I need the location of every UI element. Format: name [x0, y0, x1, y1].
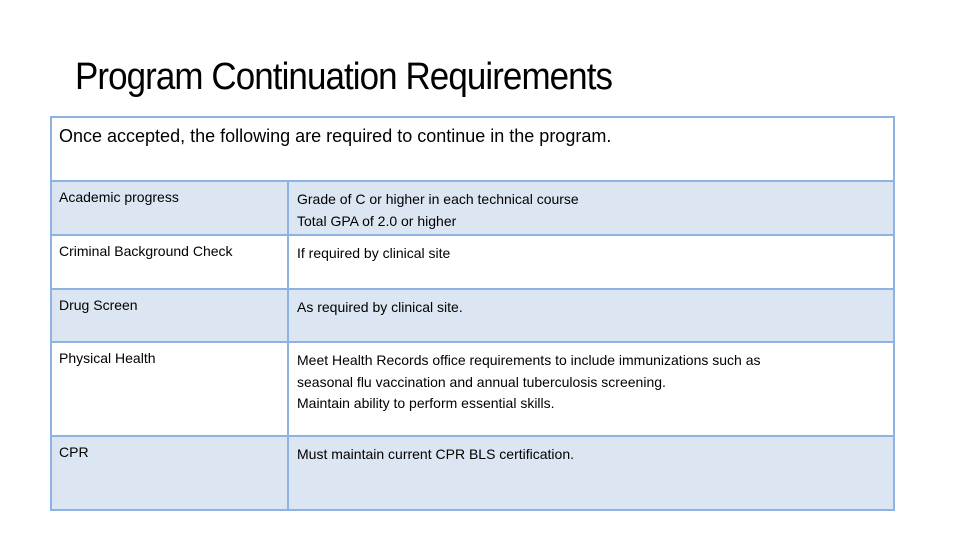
table-cell-label	[52, 343, 289, 435]
row-label: Physical Health	[59, 350, 156, 366]
row-value-line: As required by clinical site.	[297, 299, 463, 315]
requirements-table	[50, 116, 895, 511]
row-label: Drug Screen	[59, 297, 138, 313]
table-row-criminal-background-check	[52, 236, 893, 290]
table-row-academic-progress	[52, 182, 893, 236]
table-cell-label	[52, 290, 289, 341]
row-label: CPR	[59, 444, 89, 460]
row-value-line: Total GPA of 2.0 or higher	[297, 212, 457, 229]
row-value-line: If required by clinical site	[297, 245, 451, 261]
row-value	[297, 297, 463, 319]
row-value-line: seasonal flu vaccination and annual tuberculosis screening.	[297, 373, 666, 390]
row-value	[297, 444, 574, 466]
table-row-physical-health	[52, 343, 893, 437]
row-value-line: Grade of C or higher in each technical course	[297, 191, 579, 207]
row-value	[297, 243, 450, 265]
row-value-line: Maintain ability to perform essential skills.	[297, 395, 555, 411]
row-value	[297, 350, 761, 415]
table-cell-label	[52, 236, 289, 288]
table-cell-label	[52, 437, 289, 509]
table-header-row	[52, 118, 893, 182]
table-row-drug-screen	[52, 290, 893, 343]
row-value-line: Meet Health Records office requirements to include immunizations such as	[297, 352, 761, 368]
row-label: Criminal Background Check	[59, 243, 233, 259]
row-value-line: Must maintain current CPR BLS certification.	[297, 446, 574, 462]
row-value	[297, 189, 579, 232]
table-header-text: Once accepted, the following are required to continue in the program.	[59, 126, 612, 146]
table-cell-label	[52, 182, 289, 234]
table-row-cpr	[52, 437, 893, 509]
page-title: Program Continuation Requirements	[75, 56, 613, 98]
row-label: Academic progress	[59, 189, 179, 205]
